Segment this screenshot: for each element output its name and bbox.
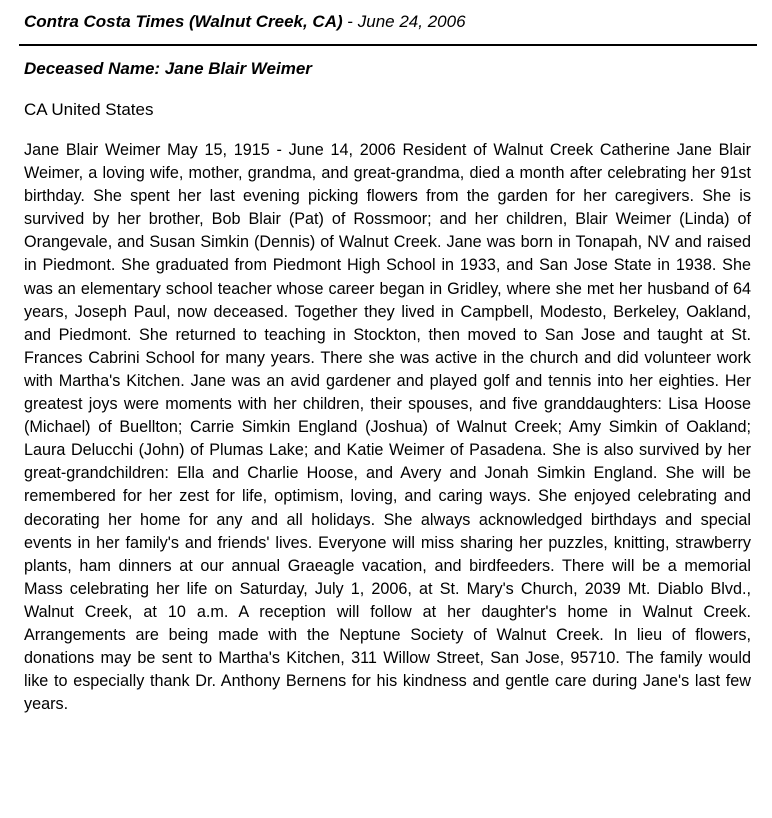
newspaper-name: Contra Costa Times (Walnut Creek, CA) [24,12,343,31]
deceased-name: Deceased Name: Jane Blair Weimer [24,59,312,78]
publication-date: June 24, 2006 [357,12,466,31]
publication-header [24,11,466,33]
obituary-body: Jane Blair Weimer May 15, 1915 - June 14, 2006 Resident of Walnut Creek Catherine Jane Blair Weimer, a loving wife, mother, grandma, and great-grandma, died a month after celebrating her 91st birthday. She spent her last evening picking flowers from the garden for her caregivers. She is survived by her brother, Bob Blair (Pat) of Rossmoor; and her children, Blair Weimer (Linda) of Orangevale, and Susan Simkin (Dennis) of Walnut Creek. Jane was born in Tonapah, NV and raised in Piedmont. She graduated from Piedmont High School in 1933, and San Jose State in 1938. She was an elementary school teacher whose career began in Gridley, where she met her husband of 64 years, Joseph Paul, now deceased. Together they lived in Campbell, Modesto, Berkeley, Oakland, and Piedmont. She returned to teaching in Stockton, then moved to San Jose and taught at St. Frances Cabrini School for many years. There she was active in the church and did volunteer work with Martha's Kitchen. Jane was an avid gardener and played golf and tennis into her eighties. Her greatest joys were moments with her children, their spouses, and five granddaughters: Lisa Hoose (Michael) of Buellton; Carrie Simkin England (Joshua) of Walnut Creek; Amy Simkin of Oakland; Laura Delucchi (John) of Plumas Lake; and Katie Weimer of Pasadena. She is also survived by her great-grandchildren: Ella and Charlie Hoose, and Avery and Jonah Simkin England. She will be remembered for her zest for life, optimism, loving, and caring ways. She enjoyed celebrating and decorating her home for any and all holidays. She always acknowledged birthdays and special events in her family's and friends' lives. Everyone will miss sharing her puzzles, knitting, strawberry plants, ham dinners at our annual Graeagle vacation, and birdfeeders. There will be a memorial Mass celebrating her life on Saturday, July 1, 2006, at St. Mary's Church, 2039 Mt. Diablo Blvd., Walnut Creek, at 10 a.m. A reception will follow at her daughter's home in Walnut Creek. Arrangements are being made with the Neptune Society of Walnut Creek. In lieu of flowers, donations may be sent to Martha's Kitchen, 311 Willow Street, San Jose, 95710. The family would like to especially thank Dr. Anthony Bernens for his kindness and gentle care during Jane's last few years. [24,141,751,714]
location-text: CA United States [24,100,154,119]
header-separator: - [342,12,358,31]
header-divider [19,44,757,46]
